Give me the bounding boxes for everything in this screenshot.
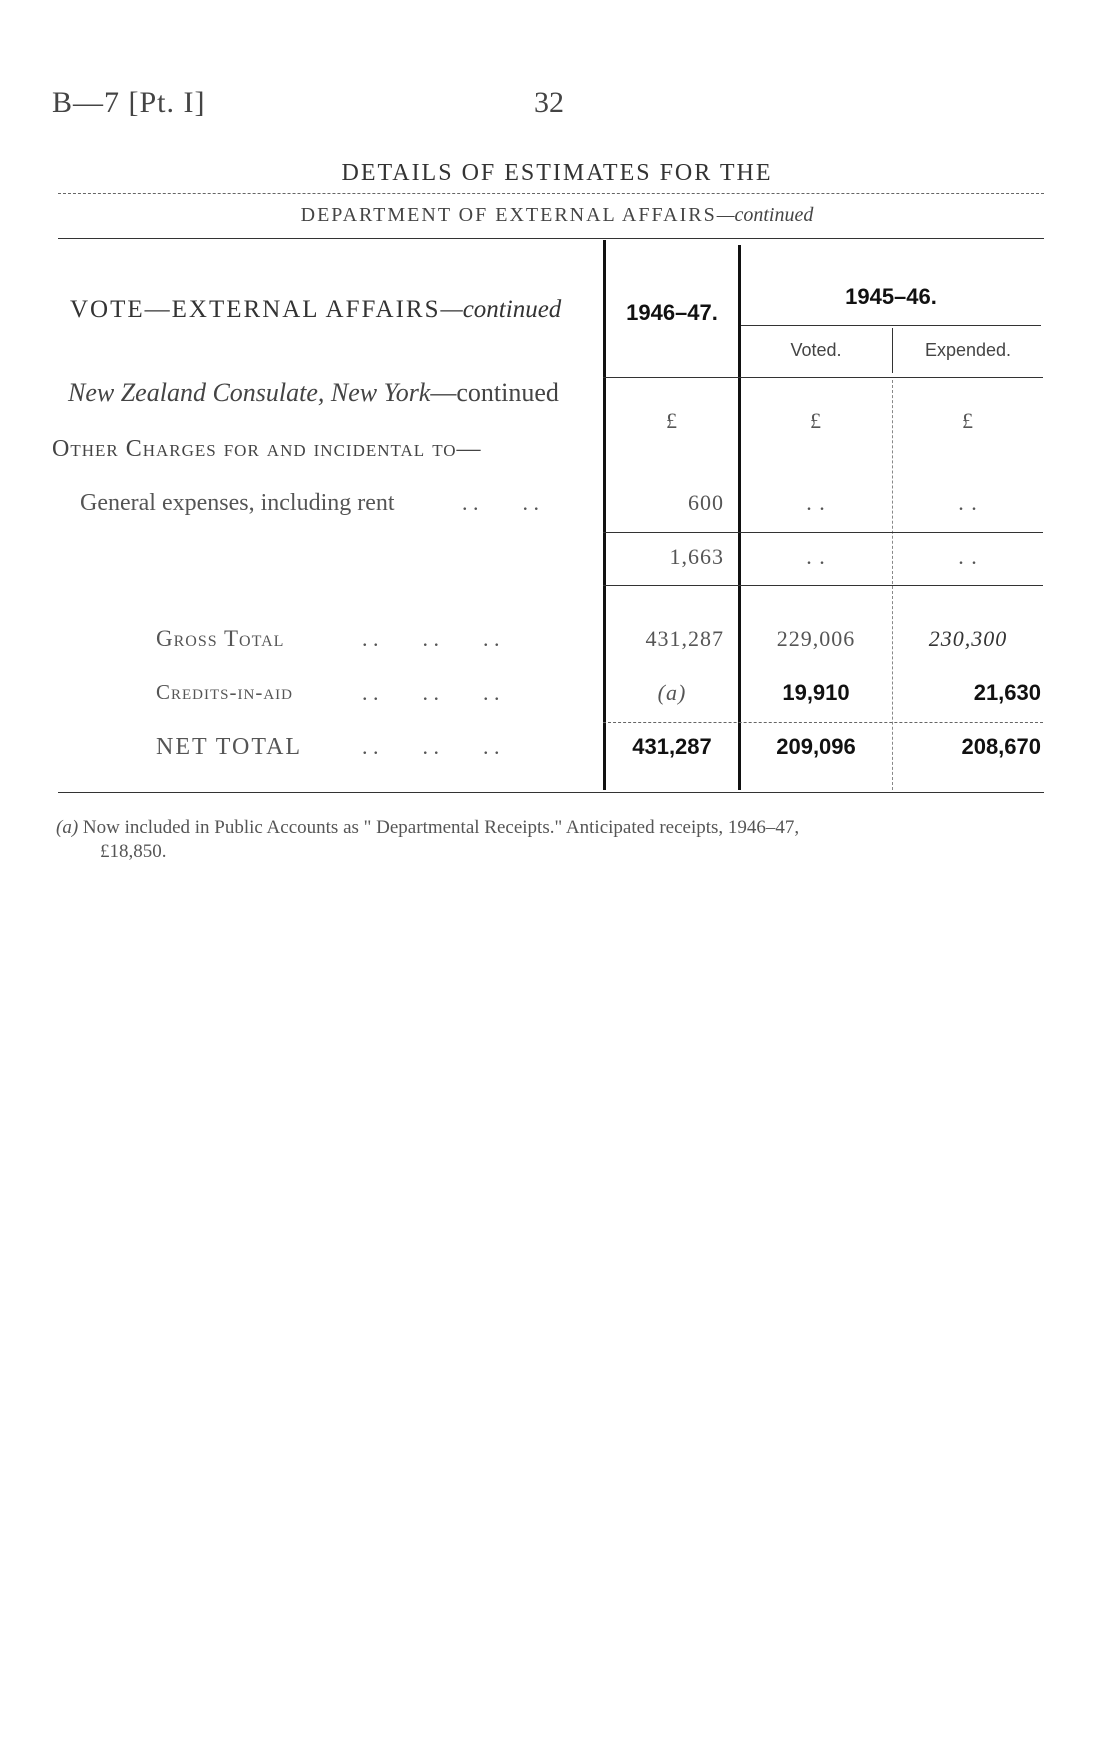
cell-expended: 208,670 [961, 734, 1041, 759]
row-label: Gross Total [156, 626, 285, 651]
cell-voted: 229,006 [776, 626, 856, 651]
footnote-text: Now included in Public Accounts as " Departmental Receipts." Anticipated receipts, 1946–47, [82, 817, 800, 838]
header-bottom-rule [603, 377, 1043, 378]
vote-title: VOTE—EXTERNAL AFFAIRS [70, 296, 441, 323]
department-name: DEPARTMENT OF EXTERNAL AFFAIRS [300, 204, 717, 226]
year-subheader-rule [741, 325, 1041, 326]
currency-expended: £ [962, 408, 974, 433]
footnote-marker: (a) [56, 817, 79, 838]
page-code: B—7 [Pt. I] [52, 86, 206, 119]
title-rule [58, 193, 1044, 194]
subtotal-rule [603, 532, 1043, 533]
column-header-voted: Voted. [790, 340, 842, 360]
column-header-1945-46: 1945–46. [845, 284, 937, 309]
cell-1946-47: 431,287 [632, 734, 712, 759]
row-label: General expenses, including rent [80, 490, 395, 516]
cell-voted: 19,910 [782, 680, 850, 705]
cell-1946-47: (a) [657, 680, 687, 705]
row-leaders: . . . . . . [362, 680, 500, 705]
row-leaders: . . . . . . [362, 734, 500, 759]
vote-heading [70, 296, 561, 324]
row-label: NET TOTAL [156, 734, 303, 760]
table-row [0, 490, 1114, 524]
row-leaders: . . . . . . [362, 626, 500, 651]
column-header-expended: Expended. [924, 340, 1012, 360]
table-bottom-rule [58, 792, 1044, 793]
cell-expended: 21,630 [973, 680, 1041, 705]
table-top-rule [58, 238, 1044, 239]
department-continued: —continued [716, 204, 814, 226]
cell-expended: 230,300 [928, 626, 1008, 651]
net-total-rule [603, 722, 1043, 723]
row-leaders: . . . . [462, 490, 539, 515]
table-row [0, 544, 1114, 578]
currency-voted: £ [810, 408, 822, 433]
vote-continued: —continued [440, 296, 562, 323]
consulate-name: New Zealand Consulate, New York [68, 378, 431, 407]
currency-1946-47: £ [666, 408, 678, 433]
cell-voted: . . [806, 544, 826, 569]
table-row [0, 680, 1114, 714]
page-number: 32 [534, 86, 564, 119]
footnote-text-line2: £18,850. [100, 841, 167, 862]
cell-voted: . . [806, 490, 826, 515]
table-row [0, 626, 1114, 660]
consulate-continued: —continued [430, 378, 559, 407]
cell-1946-47: 600 [688, 490, 724, 515]
footnote [56, 816, 1056, 864]
cell-1946-47: 431,287 [645, 626, 724, 651]
cell-1946-47: 1,663 [669, 544, 724, 569]
cell-expended: . . [958, 490, 978, 515]
other-charges-heading: Other Charges for and incidental to— [52, 436, 482, 462]
department-heading [0, 204, 1114, 227]
consulate-heading [68, 378, 559, 408]
cell-expended: . . [958, 544, 978, 569]
totals-rule [603, 585, 1043, 586]
cell-voted: 209,096 [776, 734, 856, 759]
row-label: Credits-in-aid [156, 680, 293, 704]
table-row [0, 734, 1114, 768]
column-header-1946-47: 1946–47. [626, 300, 718, 325]
page-title: DETAILS OF ESTIMATES FOR THE [341, 160, 773, 186]
